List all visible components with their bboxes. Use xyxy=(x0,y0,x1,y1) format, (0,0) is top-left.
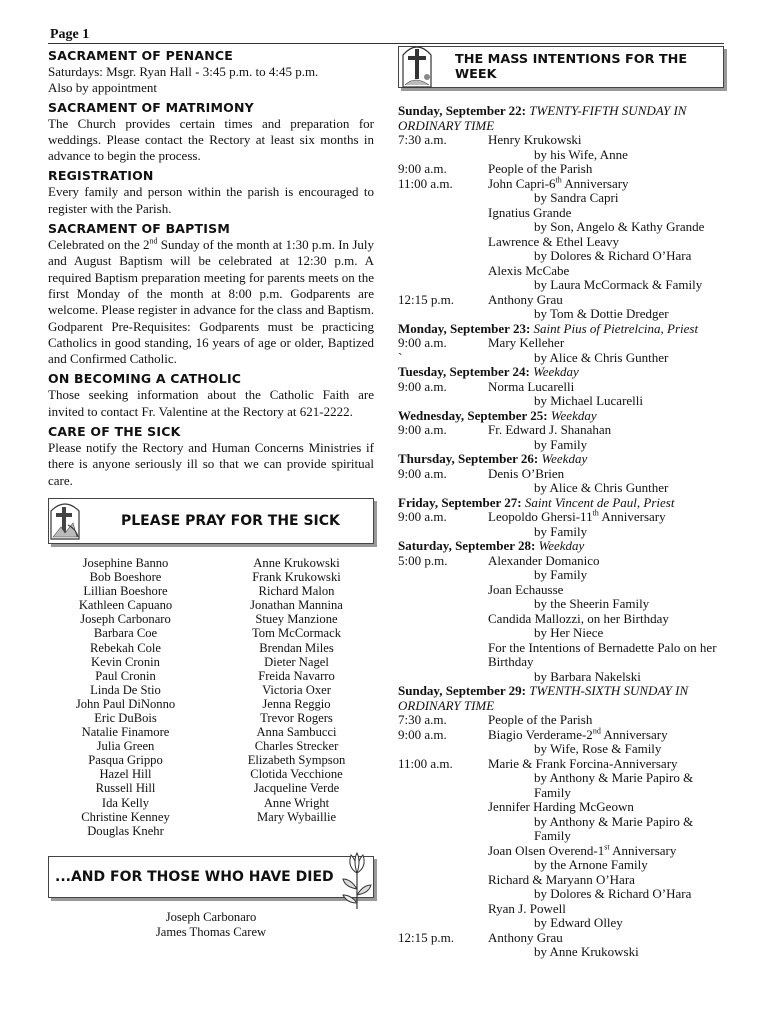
banner-title: THE MASS INTENTIONS FOR THE WEEK xyxy=(455,52,688,82)
section-text: Please notify the Rectory and Human Concerns Ministries if there is anyone seriously ill so that we can provide spiritual care. xyxy=(48,440,374,488)
stained-glass-window-icon xyxy=(47,497,83,541)
mass-time: 7:30 a.m. xyxy=(398,712,447,727)
mass-time xyxy=(398,597,488,612)
sick-name: Clotida Vecchione xyxy=(250,767,343,782)
intention-requester: by Anthony & Marie Papiro & Family xyxy=(534,770,694,800)
mass-time: 9:00 a.m. xyxy=(398,161,447,176)
mass-time xyxy=(398,278,488,293)
sick-name: Josephine Banno xyxy=(82,555,169,570)
mass-time xyxy=(398,568,488,583)
sick-name: Charles Strecker xyxy=(254,739,339,754)
section-text: Celebrated on the 2nd Sunday of the month at 1:30 p.m. In July and August Baptism will be celebrated at 12:30 p.m. A required Baptism preparation meeting for parents meets on the first Monday of the month at 8:00 p.m. Godparents are welcome. Please register in advance for the class and Baptism. Godparent Pre-Requisites: Godparents must be practicing Catholics in good standing, 16 years of age or older, Baptized and Confirmed Catholic. xyxy=(48,236,375,367)
mass-intention-row xyxy=(398,771,724,800)
mass-time xyxy=(398,394,488,409)
intention-name: Candida Mallozzi, on her Birthday xyxy=(488,610,669,626)
mass-time xyxy=(398,916,488,931)
mass-time: 9:00 a.m. xyxy=(398,726,447,742)
intention-requester: by Wife, Rose & Family xyxy=(534,741,662,756)
mass-day-heading xyxy=(398,684,724,713)
mass-time xyxy=(398,264,488,279)
mass-time xyxy=(398,438,488,453)
mass-intention-row xyxy=(398,916,724,931)
mass-intention-row xyxy=(398,380,724,395)
mass-intention-row xyxy=(398,148,724,163)
mass-day-heading xyxy=(398,539,724,554)
intention-name: Denis O’Brien xyxy=(488,465,565,481)
deceased-name: James Thomas Carew xyxy=(155,924,267,939)
mass-time xyxy=(398,583,488,598)
mass-time xyxy=(398,235,488,250)
mass-intention-row xyxy=(398,887,724,902)
mass-intention-row xyxy=(398,191,724,206)
sick-name: Natalie Finamore xyxy=(81,725,170,740)
intention-name: Norma Lucarelli xyxy=(488,378,575,394)
mass-intention-row xyxy=(398,800,724,815)
intention-requester: by Barbara Nakelski xyxy=(534,668,641,684)
mass-time: 9:00 a.m. xyxy=(398,465,447,481)
sick-name: Lillian Boeshore xyxy=(83,584,168,599)
sick-name: Anne Krukowski xyxy=(253,555,340,570)
day-date: Sunday, September 29: xyxy=(398,683,526,698)
section-line: Also by appointment xyxy=(48,80,158,96)
mass-time xyxy=(398,612,488,627)
becoming-catholic-section xyxy=(48,371,374,420)
mass-intention-row xyxy=(398,510,724,525)
sick-name: Elizabeth Sympson xyxy=(247,753,346,768)
day-feast: TWENTH-SIXTH SUNDAY IN ORDINARY TIME xyxy=(398,683,689,713)
intention-requester: by Alice & Chris Gunther xyxy=(534,480,669,495)
mass-intention-row xyxy=(398,742,724,757)
mass-intention-row xyxy=(398,278,724,293)
section-heading: CARE OF THE SICK xyxy=(48,424,181,440)
section-heading: ON BECOMING A CATHOLIC xyxy=(48,371,242,387)
intention-name: Alexander Domanico xyxy=(488,552,600,568)
mass-time xyxy=(398,858,488,873)
mass-intention-row xyxy=(398,235,724,250)
mass-time xyxy=(398,945,488,960)
deceased-names-list xyxy=(48,910,374,940)
sick-name: Paul Cronin xyxy=(95,668,156,683)
mass-intention-row xyxy=(398,844,724,859)
sick-name: Bob Boeshore xyxy=(89,570,162,585)
mass-time xyxy=(398,148,488,163)
mass-day-heading xyxy=(398,496,724,511)
day-date: Monday, September 23: xyxy=(398,320,531,336)
mass-intention-row xyxy=(398,336,724,351)
sick-name: Rebekah Cole xyxy=(90,640,161,655)
mass-intention-row xyxy=(398,858,724,873)
sick-name: Victoria Oxer xyxy=(262,682,331,697)
intention-name: Lawrence & Ethel Leavy xyxy=(488,233,620,249)
mass-time xyxy=(398,670,488,685)
sick-name: Tom McCormack xyxy=(251,626,341,641)
mass-day-heading xyxy=(398,104,724,133)
mass-intention-row xyxy=(398,220,724,235)
sick-name: John Paul DiNonno xyxy=(75,696,176,711)
mass-day-heading xyxy=(398,322,724,337)
day-feast: Weekday xyxy=(538,538,585,553)
intention-name: Mary Kelleher xyxy=(488,335,565,350)
intention-name: Joan Olsen Overend-1st Anniversary xyxy=(488,842,677,858)
intention-name: Jennifer Harding McGeown xyxy=(488,799,634,814)
baptism-section xyxy=(48,221,374,367)
sick-name: Christine Kenney xyxy=(81,809,170,824)
day-date: Friday, September 27: xyxy=(398,494,522,510)
left-column xyxy=(48,48,374,940)
sick-name: Trevor Rogers xyxy=(260,710,333,725)
mass-intention-row xyxy=(398,467,724,482)
mass-intention-row xyxy=(398,568,724,583)
day-date: Tuesday, September 24: xyxy=(398,364,530,379)
sick-name: Brendan Miles xyxy=(259,640,334,655)
mass-time xyxy=(398,249,488,264)
mass-time xyxy=(398,800,488,815)
intention-requester: by Family xyxy=(534,567,588,582)
mass-intention-row xyxy=(398,481,724,496)
section-heading: SACRAMENT OF PENANCE xyxy=(48,48,233,63)
sick-name: Jenna Reggio xyxy=(262,696,331,711)
mass-time xyxy=(398,771,488,800)
sick-name: Jonathan Mannina xyxy=(250,598,343,613)
mass-intention-row xyxy=(398,249,724,264)
mass-time: 11:00 a.m. xyxy=(398,175,453,191)
sick-names-column xyxy=(48,556,203,838)
mass-intention-row xyxy=(398,931,724,946)
intention-name: People of the Parish xyxy=(488,712,593,727)
mass-intention-row xyxy=(398,728,724,743)
sick-name: Julia Green xyxy=(96,739,155,754)
mass-time xyxy=(398,887,488,902)
mass-intention-row xyxy=(398,554,724,569)
banner-title: PLEASE PRAY FOR THE SICK xyxy=(121,512,340,529)
mass-time: 5:00 p.m. xyxy=(398,552,448,568)
section-line: Saturdays: Msgr. Ryan Hall - 3:45 p.m. to 4:45 p.m. xyxy=(48,64,319,79)
cross-icon xyxy=(397,37,437,89)
deceased-name: Joseph Carbonaro xyxy=(165,909,257,924)
mass-intention-row xyxy=(398,641,724,670)
penance-section xyxy=(48,48,374,97)
mass-time: 9:00 a.m. xyxy=(398,335,447,350)
mass-intentions-banner xyxy=(398,46,724,88)
section-heading: REGISTRATION xyxy=(48,168,154,184)
intention-name: John Capri-6th Anniversary xyxy=(488,175,629,191)
mass-intention-row xyxy=(398,597,724,612)
mass-time: 12:15 p.m. xyxy=(398,291,454,307)
care-of-sick-section xyxy=(48,424,374,489)
intention-requester: by Son, Angelo & Kathy Grande xyxy=(534,219,705,234)
sick-name: Hazel Hill xyxy=(99,767,152,782)
sick-name: Barbara Coe xyxy=(93,626,158,641)
day-feast: Weekday xyxy=(533,364,579,379)
day-feast: Weekday xyxy=(541,451,588,466)
mass-time: 9:00 a.m. xyxy=(398,422,447,437)
intention-requester: by Michael Lucarelli xyxy=(534,393,644,408)
mass-intention-row xyxy=(398,438,724,453)
section-heading: SACRAMENT OF BAPTISM xyxy=(48,221,230,237)
mass-time xyxy=(398,902,488,917)
sick-name: Douglas Knehr xyxy=(87,823,164,838)
mass-intention-row xyxy=(398,612,724,627)
intention-name: Ryan J. Powell xyxy=(488,900,566,916)
intention-requester: by Dolores & Richard O’Hara xyxy=(534,248,692,263)
intention-requester: by Alice & Chris Gunther xyxy=(534,349,669,365)
mass-time: ` xyxy=(398,349,403,365)
sick-name: Ida Kelly xyxy=(101,795,150,810)
banner-title: ...AND FOR THOSE WHO HAVE DIED xyxy=(55,868,334,885)
mass-intention-row xyxy=(398,307,724,322)
section-heading: SACRAMENT OF MATRIMONY xyxy=(48,99,254,115)
sick-name: Frank Krukowski xyxy=(252,570,341,585)
matrimony-section xyxy=(48,100,374,165)
mass-intention-row xyxy=(398,177,724,192)
day-date: Wednesday, September 25: xyxy=(398,407,548,423)
mass-intention-row xyxy=(398,206,724,221)
mass-time: 11:00 a.m. xyxy=(398,755,453,771)
intention-requester: by Laura McCormack & Family xyxy=(534,277,703,292)
right-column xyxy=(398,48,724,960)
day-feast: Saint Vincent de Paul, Priest xyxy=(524,494,675,510)
mass-time xyxy=(398,481,488,496)
mass-intention-row xyxy=(398,713,724,728)
intention-requester: by Family xyxy=(534,523,588,539)
mass-intention-row xyxy=(398,902,724,917)
mass-intention-row xyxy=(398,394,724,409)
top-divider xyxy=(48,43,724,44)
mass-intention-row xyxy=(398,670,724,685)
mass-time xyxy=(398,641,488,670)
mass-time: 12:15 p.m. xyxy=(398,929,454,945)
intention-name: Joan Echausse xyxy=(488,581,564,597)
intention-requester: by Tom & Dottie Dredger xyxy=(534,306,669,321)
mass-time xyxy=(398,815,488,844)
sick-names-column xyxy=(219,556,374,838)
mass-day-heading xyxy=(398,365,724,380)
mass-time xyxy=(398,206,488,221)
day-date: Sunday, September 22: xyxy=(398,103,526,118)
registration-section xyxy=(48,168,374,217)
sick-name: Anna Sambucci xyxy=(256,725,337,740)
day-feast: Saint Pius of Pietrelcina, Priest xyxy=(533,320,699,336)
sick-name: Pasqua Grippo xyxy=(88,753,163,768)
day-date: Saturday, September 28: xyxy=(398,538,536,553)
pray-for-sick-banner xyxy=(48,498,374,544)
intention-requester: by his Wife, Anne xyxy=(534,146,628,162)
mass-intention-row xyxy=(398,583,724,598)
mass-day-heading xyxy=(398,409,724,424)
sick-name: Eric DuBois xyxy=(94,710,157,725)
intention-name: Anthony Grau xyxy=(488,929,563,945)
day-date: Thursday, September 26: xyxy=(398,451,539,466)
intention-name: Ignatius Grande xyxy=(488,204,572,220)
mass-time xyxy=(398,742,488,757)
mass-intention-row xyxy=(398,525,724,540)
intention-name: Richard & Maryann O’Hara xyxy=(488,871,635,887)
mass-intention-row xyxy=(398,945,724,960)
section-text: Those seeking information about the Catholic Faith are invited to contact Fr. Valentine at the Rectory at 621-2222. xyxy=(48,387,374,419)
mass-time xyxy=(398,307,488,322)
mass-intention-row xyxy=(398,264,724,279)
mass-time xyxy=(398,626,488,641)
mass-time xyxy=(398,873,488,888)
intention-name: Fr. Edward J. Shanahan xyxy=(488,422,612,437)
sick-name: Dieter Nagel xyxy=(264,654,329,669)
intention-requester: by Her Niece xyxy=(534,625,604,640)
mass-intention-row xyxy=(398,757,724,772)
intention-name: Biagio Verderame-2nd Anniversary xyxy=(488,726,668,742)
day-feast: TWENTY-FIFTH SUNDAY IN ORDINARY TIME xyxy=(398,103,687,133)
intention-requester: by the Arnone Family xyxy=(534,857,648,872)
intention-name: Alexis McCabe xyxy=(488,262,570,278)
sick-name: Stuey Manzione xyxy=(255,612,338,627)
section-text: The Church provides certain times and preparation for weddings. Please contact the Rectory at least six months in advance to begin the process. xyxy=(48,115,374,164)
sick-name: Russell Hill xyxy=(95,781,156,796)
intention-requester: by the Sheerin Family xyxy=(534,596,650,611)
mass-intention-row xyxy=(398,815,724,844)
intention-name: People of the Parish xyxy=(488,161,593,176)
sick-name: Mary Wybaillie xyxy=(256,809,337,824)
mass-time: 9:00 a.m. xyxy=(398,378,447,394)
mass-time xyxy=(398,220,488,235)
mass-time: 9:00 a.m. xyxy=(398,509,447,524)
sick-name: Joseph Carbonaro xyxy=(80,612,171,627)
mass-time xyxy=(398,525,488,540)
mass-intention-row xyxy=(398,626,724,641)
mass-day-heading xyxy=(398,452,724,467)
sick-name: Kathleen Capuano xyxy=(78,598,173,613)
intention-name: Leopoldo Ghersi-11th Anniversary xyxy=(488,508,666,524)
lily-flower-icon xyxy=(337,849,377,911)
those-who-died-banner xyxy=(48,856,374,898)
mass-time xyxy=(398,191,488,206)
sick-name: Kevin Cronin xyxy=(91,654,160,669)
sick-name: Richard Malon xyxy=(258,584,335,599)
sick-names-list xyxy=(48,556,374,838)
mass-intention-row xyxy=(398,351,724,366)
sick-name: Freida Navarro xyxy=(258,668,335,683)
intention-name: Anthony Grau xyxy=(488,291,563,307)
mass-intention-row xyxy=(398,293,724,308)
mass-intention-row xyxy=(398,873,724,888)
intention-requester: by Edward Olley xyxy=(534,915,623,930)
mass-time xyxy=(398,844,488,859)
mass-time: 7:30 a.m. xyxy=(398,132,447,147)
intention-requester: by Family xyxy=(534,436,588,452)
section-text: Every family and person within the parish is encouraged to register with the Parish. xyxy=(48,184,374,216)
intention-requester: by Anne Krukowski xyxy=(534,944,639,959)
mass-intention-row xyxy=(398,423,724,438)
intention-requester: by Anthony & Marie Papiro & Family xyxy=(534,813,694,843)
intention-name: For the Intentions of Bernadette Palo on her Birthday xyxy=(488,639,717,669)
intention-name: Henry Krukowski xyxy=(488,132,582,147)
sick-name: Anne Wright xyxy=(263,795,330,810)
day-feast: Weekday xyxy=(550,407,597,423)
intention-requester: by Sandra Capri xyxy=(534,190,619,205)
mass-intentions-list xyxy=(398,104,724,960)
sick-name: Linda De Stio xyxy=(90,682,161,697)
page-label: Page 1 xyxy=(50,27,90,42)
mass-intention-row xyxy=(398,133,724,148)
sick-name: Jacqueline Verde xyxy=(253,781,340,796)
intention-name: Marie & Frank Forcina-Anniversary xyxy=(488,755,678,771)
intention-requester: by Dolores & Richard O’Hara xyxy=(534,886,692,901)
